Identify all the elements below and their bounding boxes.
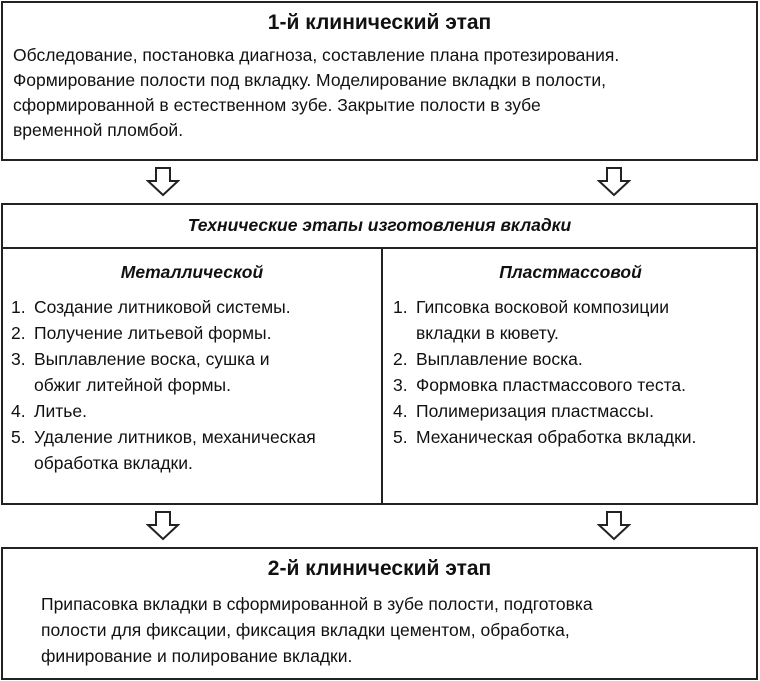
technical-box (1, 203, 758, 505)
step-number: 3. (393, 375, 408, 395)
list-item (11, 320, 373, 346)
step-text: Формовка пластмассового теста. (416, 375, 686, 395)
technical-divider-horizontal (3, 247, 756, 249)
stage2-line: Припасовка вкладки в сформированной в зубе полости, подготовка (41, 594, 593, 614)
stage1-box (1, 1, 758, 161)
step-text: Литье. (34, 401, 87, 421)
step-text: Создание литниковой системы. (34, 297, 291, 317)
step-text: Выплавление воска. (416, 349, 583, 369)
step-text: Выплавление воска, сушка и обжиг литейной формы. (34, 349, 270, 395)
stage2-line: финирование и полирование вкладки. (41, 646, 353, 666)
list-item (393, 424, 755, 450)
stage1-text (13, 43, 746, 143)
list-item (11, 398, 373, 424)
step-number: 1. (11, 297, 26, 317)
technical-divider-vertical (381, 247, 383, 503)
stage2-box (1, 547, 758, 680)
list-item (393, 372, 755, 398)
metal-column-title: Металлической (120, 262, 264, 282)
step-number: 4. (11, 401, 26, 421)
step-text: Полимеризация пластмассы. (416, 401, 654, 421)
step-number: 3. (11, 349, 26, 369)
list-item (11, 346, 373, 398)
step-text: Гипсовка восковой композиции вкладки в кювету. (416, 297, 669, 343)
list-item (11, 294, 373, 320)
step-number: 4. (393, 401, 408, 421)
step-text: Механическая обработка вкладки. (416, 427, 697, 447)
stage1-line: временной пломбой. (13, 120, 184, 140)
down-arrow-icon (146, 511, 180, 541)
stage1-title: 1-й клинический этап (267, 11, 492, 34)
stage1-line: сформированной в естественном зубе. Закрытие полости в зубе (13, 95, 541, 115)
down-arrow-icon (146, 167, 180, 197)
metal-steps-list (11, 294, 373, 476)
list-item (393, 346, 755, 372)
technical-title: Технические этапы изготовления вкладки (187, 215, 572, 235)
step-number: 5. (393, 427, 408, 447)
list-item (393, 294, 755, 346)
stage2-title: 2-й клинический этап (267, 557, 492, 580)
step-number: 2. (11, 323, 26, 343)
step-text: Удаление литников, механическая обработка вкладки. (34, 427, 316, 473)
step-number: 5. (11, 427, 26, 447)
stage1-line: Обследование, постановка диагноза, составление плана протезирования. (13, 45, 620, 65)
step-text: Получение литьевой формы. (34, 323, 272, 343)
down-arrow-icon (597, 511, 631, 541)
stage1-line: Формирование полости под вкладку. Моделирование вкладки в полости, (13, 70, 606, 90)
plastic-column-title: Пластмассовой (499, 262, 642, 282)
step-number: 2. (393, 349, 408, 369)
plastic-steps-list (393, 294, 755, 450)
down-arrow-icon (597, 167, 631, 197)
list-item (11, 424, 373, 476)
stage2-text (41, 591, 718, 669)
list-item (393, 398, 755, 424)
stage2-line: полости для фиксации, фиксация вкладки цементом, обработка, (41, 620, 570, 640)
step-number: 1. (393, 297, 408, 317)
